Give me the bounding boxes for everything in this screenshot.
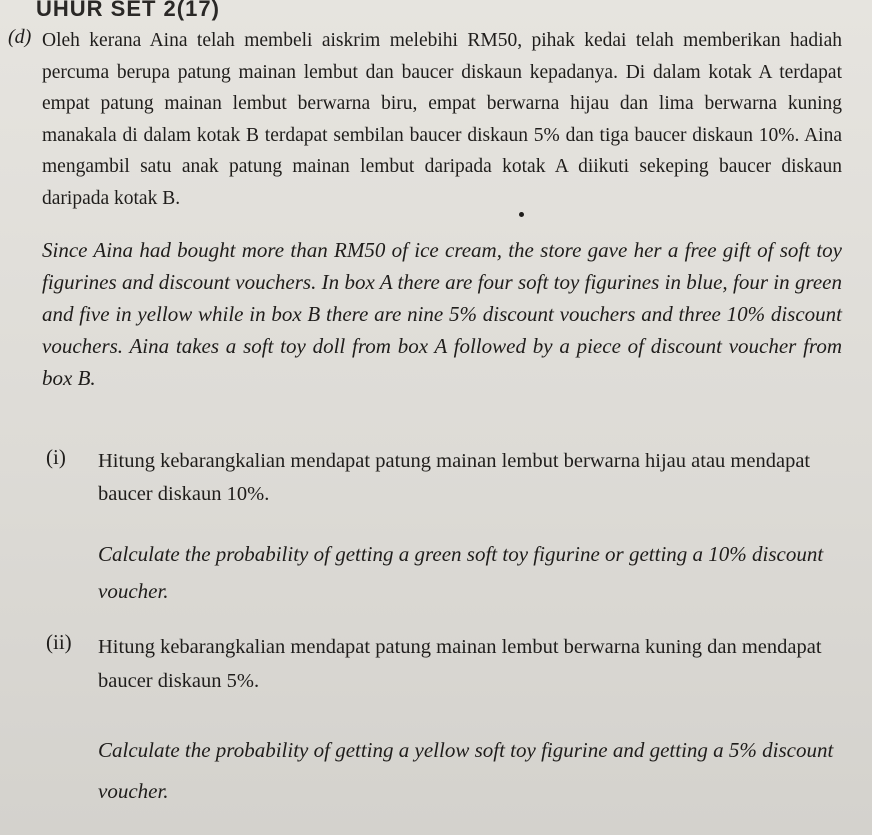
- question-english-text: Since Aina had bought more than RM50 of ice cream, the store gave her a free gift of soft toy figurines and discount vouchers. In box A there are four soft toy figurines in blue, four in green and five in yellow while in box B there are nine 5% discount vouchers and three 10% discount vouchers. Aina takes a soft toy doll from box A followed by a piece of discount voucher from box B.: [42, 238, 842, 390]
- subquestion-ii-malay-text: Hitung kebarangkalian mendapat patung mainan lembut berwarna kuning dan mendapat baucer diskaun 5%.: [98, 636, 822, 692]
- question-part-label: (d): [8, 26, 32, 48]
- subquestion-i-malay-text: Hitung kebarangkalian mendapat patung mainan lembut berwarna hijau atau mendapat baucer diskaun 10%.: [98, 450, 811, 505]
- subquestion-i-english-text: Calculate the probability of getting a green soft toy figurine or getting a 10% discount voucher.: [98, 542, 824, 603]
- question-malay-text: Oleh kerana Aina telah membeli aiskrim melebihi RM50, pihak kedai telah memberikan hadiah percuma berupa patung mainan lembut dan baucer diskaun kepadanya. Di dalam kotak A terdapat empat patung mainan lembut berwarna biru, empat berwarna hijau dan lima berwarna kuning manakala di dalam kotak B terdapat sembilan baucer diskaun 5% dan tiga baucer diskaun 10%. Aina mengambil satu anak patung mainan lembut daripada kotak A diikuti sekeping baucer diskaun daripada kotak B.: [42, 30, 842, 209]
- subquestion-i-label: (i): [46, 445, 66, 469]
- subquestion-ii-english-text: Calculate the probability of getting a yellow soft toy figurine and getting a 5% discount voucher.: [98, 738, 834, 803]
- ink-dot: [519, 212, 524, 217]
- page-header: UHUR SET 2(17): [36, 0, 220, 21]
- subquestion-ii-label: (ii): [46, 630, 72, 654]
